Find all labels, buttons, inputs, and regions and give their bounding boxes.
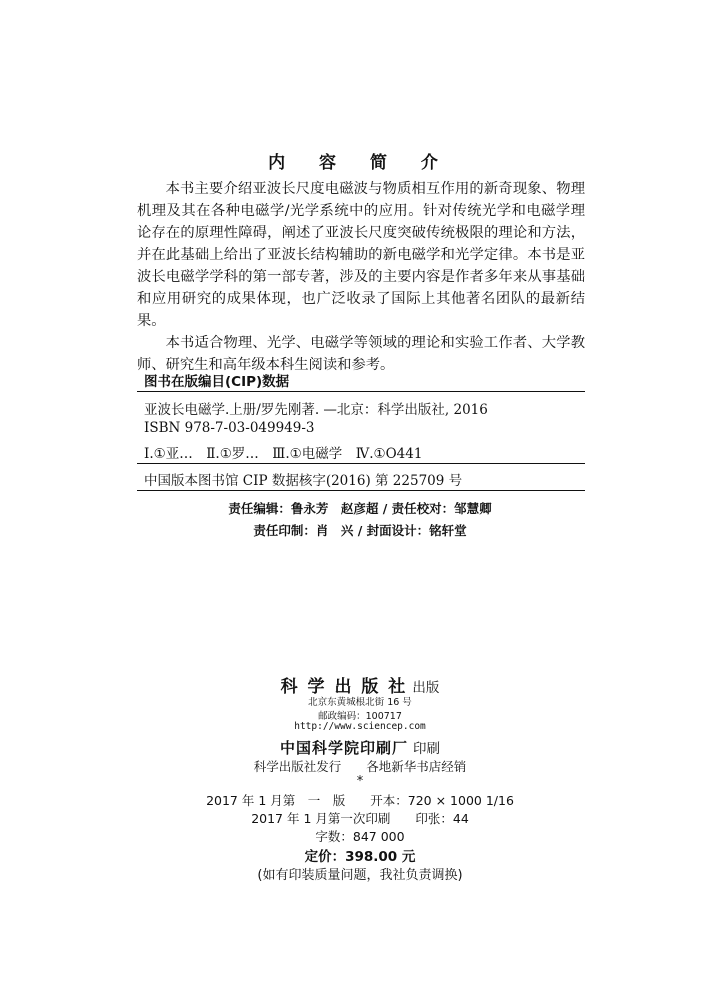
cip-middle-rule xyxy=(137,463,585,464)
printer-line xyxy=(0,737,720,758)
printer-suffix: 印刷 xyxy=(413,741,441,757)
cip-citation: 亚波长电磁学.上册/罗先刚著. —北京：科学出版社, 2016 xyxy=(144,402,488,418)
publisher-address: 北京东黄城根北街 16 号 xyxy=(308,697,412,708)
publisher-postcode: 邮政编码：100717 xyxy=(318,711,402,722)
distribution-line: 科学出版社发行 各地新华书店经销 xyxy=(253,759,467,774)
cip-isbn: ISBN 978-7-03-049949-3 xyxy=(144,420,315,436)
summary-body xyxy=(137,178,585,376)
cip-bottom-rule xyxy=(137,490,585,491)
publisher-url: http://www.sciencep.com xyxy=(294,721,426,732)
summary-paragraph-2: 本书适合物理、光学、电磁学等领域的理论和实验工作者、大学教师、研究生和高年级本科生阅读和参考。 xyxy=(137,335,585,373)
publisher-suffix: 出版 xyxy=(412,680,440,696)
price: 定价：398.00 元 xyxy=(304,849,416,865)
printer-name: 中国科学院印刷厂 xyxy=(279,739,408,757)
quality-notice: (如有印装质量问题，我社负责调换) xyxy=(257,868,463,883)
separator-asterisk: * xyxy=(356,774,364,789)
publisher-name: 科 学 出 版 社 xyxy=(280,677,408,697)
summary-paragraph-1: 本书主要介绍亚波长尺度电磁波与物质相互作用的新奇现象、物理机理及其在各种电磁学/光学系统中的应用。针对传统光学和电磁学理论存在的原理性障碍，阐述了亚波长尺度突破传统极限的理论和方法，并在此基础上给出了亚波长结构辅助的新电磁学和光学定律。本书是亚波长电磁学学科的第一部专著，涉及的主要内容是作者多年来从事基础和应用研究的成果体现，也广泛收录了国际上其他著名团队的最新结果。 xyxy=(137,181,585,329)
word-count: 字数：847 000 xyxy=(315,829,405,844)
editor-credits: 责任编辑：鲁永芳 赵彦超 / 责任校对：邹慧卿 xyxy=(228,501,492,516)
production-credits: 责任印制：肖 兴 / 封面设计：铭轩堂 xyxy=(253,523,467,538)
cip-heading: 图书在版编目(CIP)数据 xyxy=(144,374,290,390)
cip-record: 中国版本图书馆 CIP 数据核字(2016) 第 225709 号 xyxy=(144,473,463,489)
summary-title: 内 容 简 介 xyxy=(268,153,452,173)
printing-line: 2017 年 1 月第一次印刷 印张：44 xyxy=(251,811,469,826)
cip-classification: Ⅰ.①亚… Ⅱ.①罗… Ⅲ.①电磁学 Ⅳ.①O441 xyxy=(144,446,423,462)
cip-top-rule xyxy=(137,391,585,392)
edition-line: 2017 年 1 月第 一 版 开本：720 × 1000 1/16 xyxy=(206,793,514,808)
